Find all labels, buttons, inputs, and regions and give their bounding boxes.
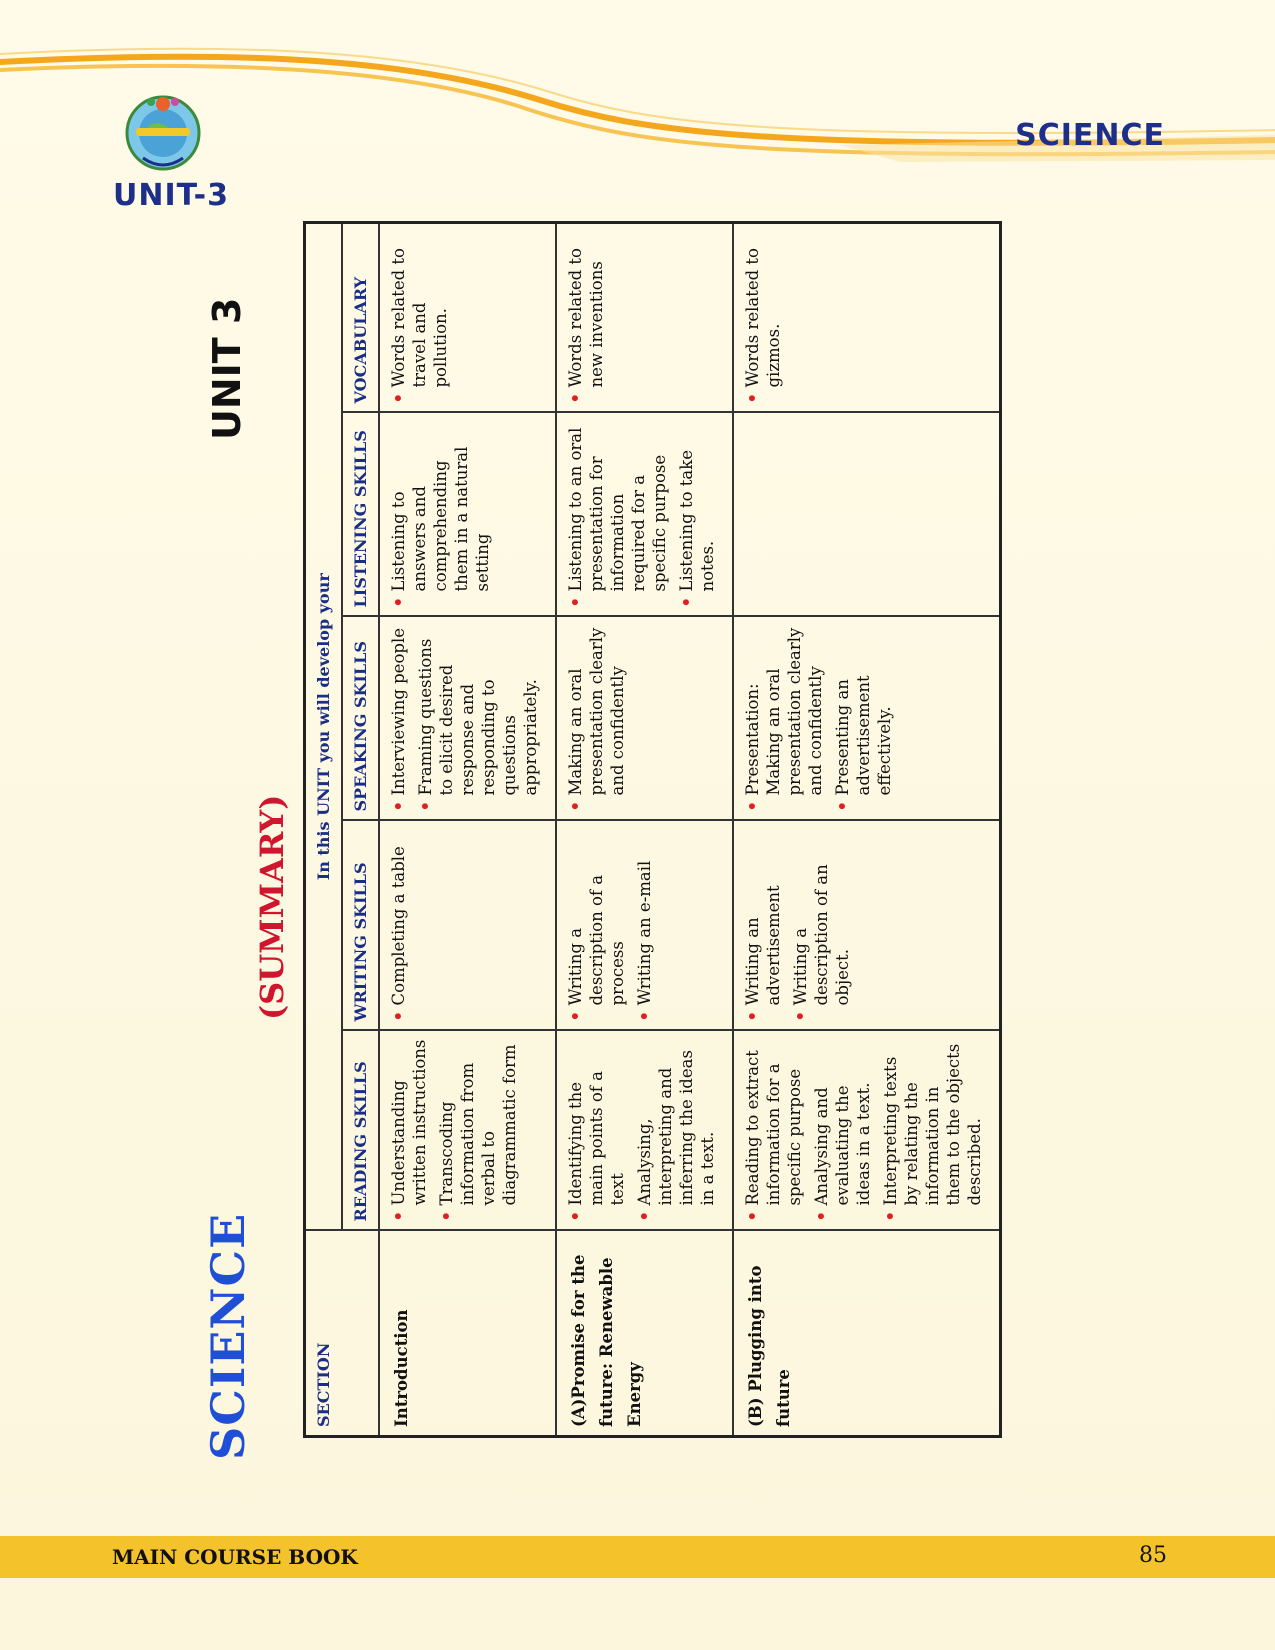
- bullet-item: • Completing a table: [389, 846, 408, 1022]
- rotated-summary-page: [197, 245, 1067, 1540]
- column-header: LISTENING SKILLS: [342, 413, 379, 617]
- bullet-item: • Framing questions to elicit desired response and responding to questions appropriately.: [416, 638, 540, 812]
- reading-cell: [733, 1031, 1001, 1231]
- bullet-item: • Writing a description of a process: [566, 874, 627, 1022]
- speaking-cell: [556, 617, 733, 821]
- bullet-item: • Interviewing people: [389, 628, 408, 812]
- writing-cell: [733, 821, 1001, 1031]
- skills-summary-table: [303, 221, 1002, 1438]
- section-cell: Introduction: [379, 1231, 556, 1437]
- subject-label: SCIENCE: [1015, 118, 1165, 153]
- bullet-item: • Words related to travel and pollution.: [389, 248, 450, 404]
- bullet-item: • Reading to extract information for a specific purpose: [743, 1050, 804, 1222]
- summary-title: (SUMMARY): [253, 794, 291, 1020]
- listening-cell: [733, 413, 1001, 617]
- section-header: SECTION: [305, 1231, 380, 1437]
- reading-cell: [556, 1031, 733, 1231]
- book-title: MAIN COURSE BOOK: [112, 1545, 358, 1569]
- bullet-item: • Identifying the main points of a text: [566, 1071, 627, 1222]
- section-cell: (B) Plugging into future: [733, 1231, 1001, 1437]
- bullet-item: • Words related to new inventions: [566, 248, 606, 404]
- bullet-item: • Transcoding information from verbal to diagrammatic form: [437, 1044, 519, 1222]
- unit-label: UNIT-3: [113, 178, 230, 213]
- bullet-item: • Listening to an oral presentation for information required for a specific purpose: [566, 427, 669, 608]
- column-header: READING SKILLS: [342, 1031, 379, 1231]
- bullet-item: • Presenting an advertisement effectively.: [833, 675, 894, 812]
- bullet-item: • Listening to take notes.: [677, 450, 717, 608]
- bullet-item: • Writing an e-mail: [635, 860, 654, 1022]
- page-number: 85: [1139, 1543, 1167, 1568]
- bullet-item: • Words related to gizmos.: [743, 248, 783, 404]
- bullet-item: • Understanding written instructions: [389, 1039, 429, 1222]
- bullet-item: • Presentation: Making an oral presentation clearly and confidently: [743, 627, 825, 812]
- writing-cell: [556, 821, 733, 1031]
- table-row: [556, 223, 733, 1437]
- develop-header: In this UNIT you will develop your: [305, 223, 343, 1231]
- writing-cell: [379, 821, 556, 1031]
- table-row: [733, 223, 1001, 1437]
- bullet-item: • Writing an advertisement: [743, 885, 783, 1022]
- vocabulary-cell: [379, 223, 556, 413]
- bullet-item: • Analysing, interpreting and inferring the ideas in a text.: [635, 1050, 717, 1222]
- bullet-item: • Interpreting texts by relating the information in them to the objects described.: [881, 1043, 984, 1222]
- unit-title: UNIT 3: [205, 297, 249, 440]
- speaking-cell: [733, 617, 1001, 821]
- bullet-item: • Writing a description of an object.: [791, 864, 852, 1022]
- bullet-item: • Making an oral presentation clearly and confidently: [566, 627, 627, 812]
- table-header-row: [305, 223, 343, 1437]
- reading-cell: [379, 1031, 556, 1231]
- column-header: WRITING SKILLS: [342, 821, 379, 1031]
- speaking-cell: [379, 617, 556, 821]
- listening-cell: [379, 413, 556, 617]
- section-cell: (A)Promise for the future: Renewable Energy: [556, 1231, 733, 1437]
- vocabulary-cell: [733, 223, 1001, 413]
- school-logo: [118, 88, 208, 178]
- column-header: SPEAKING SKILLS: [342, 617, 379, 821]
- listening-cell: [556, 413, 733, 617]
- vocabulary-cell: [556, 223, 733, 413]
- science-title: SCIENCE: [201, 1212, 255, 1460]
- bullet-item: • Analysing and evaluating the ideas in a text.: [812, 1082, 873, 1222]
- table-row: [379, 223, 556, 1437]
- bullet-item: • Listening to answers and comprehending them in a natural setting: [389, 446, 492, 608]
- column-header: VOCABULARY: [342, 223, 379, 413]
